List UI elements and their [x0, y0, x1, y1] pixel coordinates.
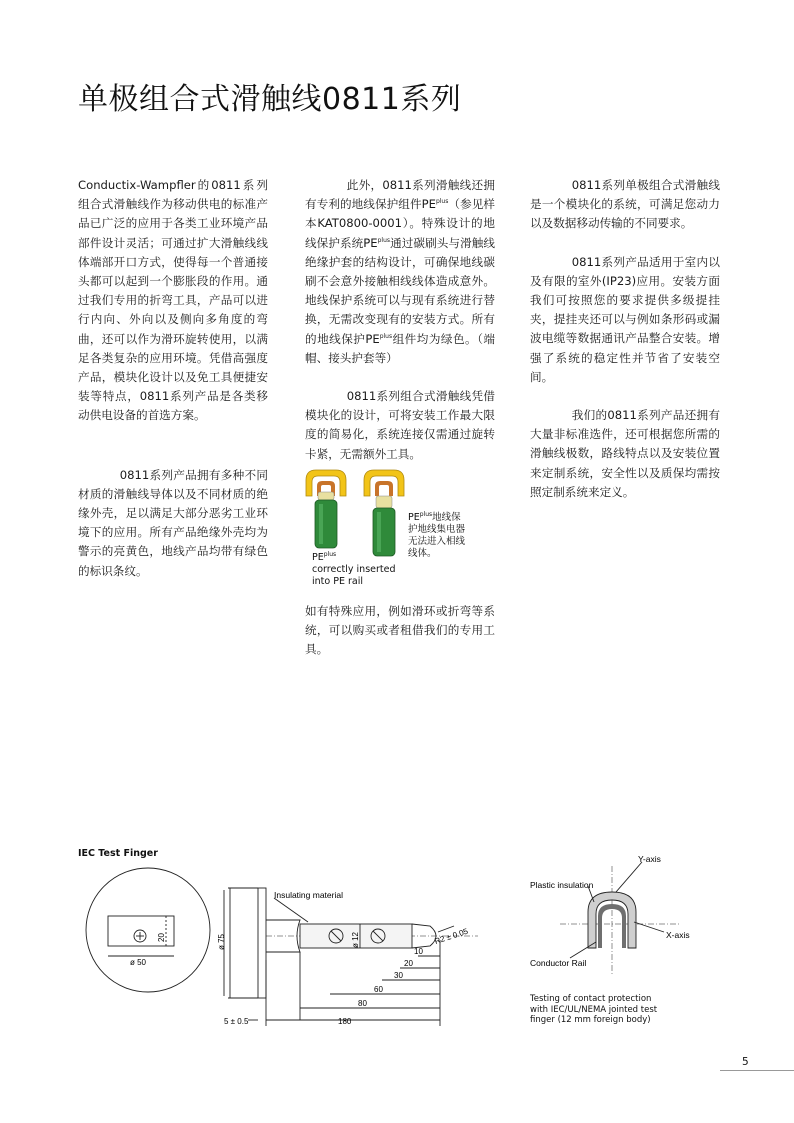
paragraph: 此外，0811系列滑触线还拥有专利的地线保护组件$PE^{plus}$（参见样本KAT0800-0001）。特殊设计的地线保护系统$PE^{plus}$通过碳刷头与滑触线绝缘护套的结构设计，可确保地线碳刷不会意外接触相线线体造成意外。地线保护系统可以与现有系统进行替换，无需改变现有的安装方式。所有的地线保护$PE^{plus}$组件均为绿色。（端帽、接头护套等） [305, 178, 495, 365]
label-5: 5 ± 0.5 [224, 1017, 249, 1026]
fig-label-left: $PE^{plus}$ correctly inserted into PE rail [312, 550, 396, 587]
label-60: 60 [374, 985, 383, 994]
paragraph: 0811系列单极组合式滑触线是一个模块化的系统，可满足您动力以及数据移动传输的不同要求。 [530, 178, 720, 231]
label-20b: 20 [404, 959, 413, 968]
paragraph: 如有特殊应用，例如滑环或折弯等系统，可以购买或者租借我们的专用工具。 [305, 604, 495, 657]
paragraph: 0811系列组合式滑触线凭借模块化的设计，可将安装工作最大限度的简易化，系统连接仅需通过旋转卡紧，无需额外工具。 [305, 389, 495, 461]
paragraph: 0811系列产品拥有多种不同材质的滑触线导体以及不同材质的绝缘外壳，足以满足大部分恶劣工业环境下的应用。所有产品绝缘外壳均为警示的亮黄色，地线产品均带有绿色的标识条纹。 [78, 467, 268, 578]
label-r2: R2 ± 0.05 [433, 926, 470, 946]
pe-rail-right [364, 470, 404, 556]
label-20: 20 [157, 933, 166, 942]
paragraph: 我们的0811系列产品还拥有大量非标准选件，还可根据您所需的滑触线极数，路线特点以及安装位置来定制系统，安全性以及质保均需按照定制系统来定义。 [530, 408, 720, 499]
diagram-title: IEC Test Finger [78, 848, 158, 859]
fig-label-right: $PE^{plus}$地线保护地线集电器无法进入相线线体。 [408, 510, 466, 559]
label-180: 180 [338, 1017, 352, 1026]
label-30: 30 [394, 971, 403, 980]
label-phi12: ø 12 [351, 931, 360, 948]
label-x-axis: X-axis [666, 930, 690, 940]
text-column-2 [305, 176, 495, 464]
page-number: 5 [742, 1056, 749, 1068]
paragraph: 0811系列产品适用于室内以及有限的室外(IP23)应用。安装方面我们可按照您的要求提供多级提挂夹，提挂夹还可以与例如条形码或漏波电缆等数据通讯产品整合安装。增强了系统的稳定性并节省了安装空间。 [530, 254, 720, 384]
paragraph: Conductix-Wampfler的0811系列组合式滑触线作为移动供电的标准产品已广泛的应用于各类工业环境产品部件设计灵活；可通过扩大滑触线线体端部开口方式，使得每一个普通接头都可以起到一个膨胀段的作用。通过我们专用的折弯工具，产品可以进行内向、外向以及侧向多角度的弯曲，还可以作为滑环旋转使用，以满足各类复杂的应用环境。凭借高强度产品，模块化设计以及免工具便捷安装等特点，0811系列产品是各类移动供电设备的首选方案。 [78, 178, 268, 423]
pe-collector-figure [300, 466, 420, 566]
label-plastic-insulation: Plastic insulation [530, 880, 594, 890]
text-column-2-bottom [305, 602, 495, 660]
text-column-3 [530, 176, 720, 502]
label-10: 10 [414, 947, 423, 956]
pe-rail-left [306, 470, 346, 548]
label-y-axis: Y-axis [638, 854, 661, 864]
label-phi75: ø 75 [217, 933, 226, 950]
text-column-1 [78, 176, 268, 581]
label-phi50: ø 50 [130, 958, 147, 967]
diagram-caption: Testing of contact protection with IEC/UL/NEMA jointed test finger (12 mm foreign body) [530, 994, 658, 1025]
page-number-rule [720, 1070, 794, 1071]
label-80: 80 [358, 999, 367, 1008]
label-insulating: Insulating material [274, 890, 343, 900]
page-title: 单极组合式滑触线0811系列 [78, 82, 462, 117]
contact-protection-drawing [530, 852, 720, 992]
iec-test-finger-drawing [78, 860, 498, 1035]
label-conductor-rail: Conductor Rail [530, 958, 587, 968]
